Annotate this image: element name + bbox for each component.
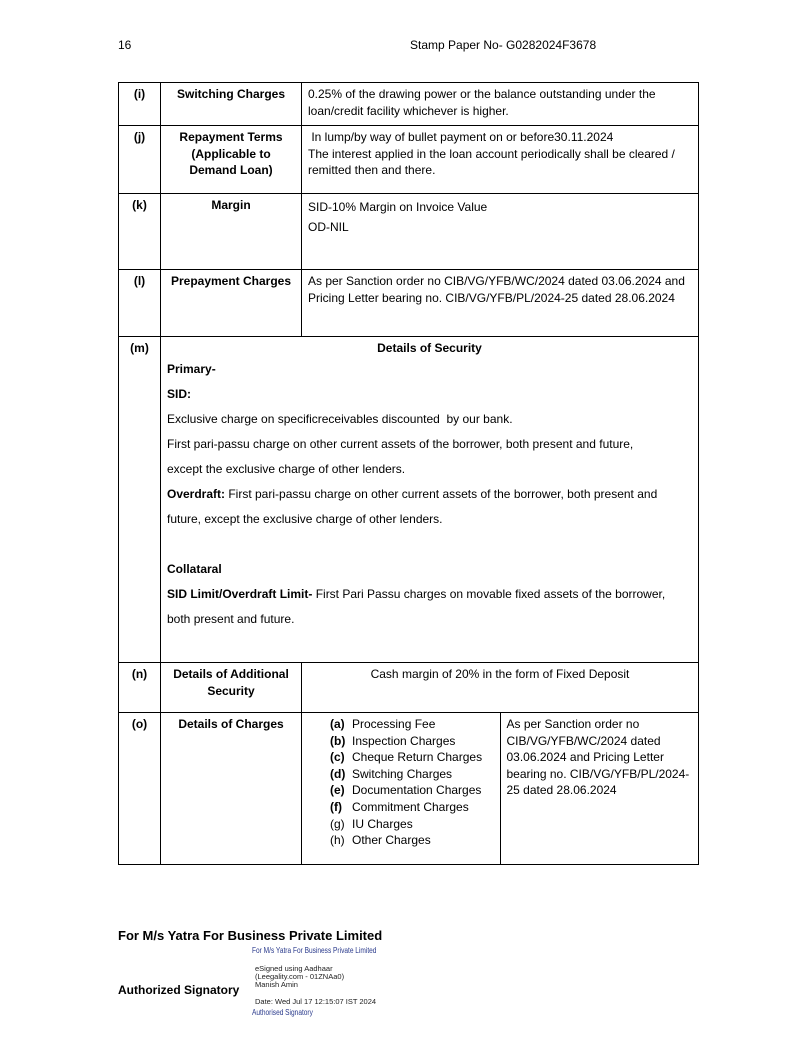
overdraft-label: Overdraft:: [167, 486, 226, 501]
margin-line-2: OD-NIL: [308, 220, 349, 234]
table-row: [119, 270, 699, 337]
esign-block: [255, 965, 415, 989]
table-row: [119, 337, 699, 663]
row-index: (i): [119, 83, 161, 126]
charge-name: Inspection Charges: [352, 733, 456, 748]
charges-reference: As per Sanction order no CIB/VG/YFB/WC/2024 dated 03.06.2024 and Pricing Letter bearing no. CIB/VG/YFB/PL/2024-25 dated 28.06.2024: [500, 713, 699, 865]
list-item: [330, 733, 494, 750]
row-index: (o): [119, 713, 161, 865]
list-item: [330, 766, 494, 783]
signature-stamp-bottom: Authorised Signatory: [252, 1008, 313, 1017]
charge-letter: (d): [330, 766, 346, 781]
esign-date: Date: Wed Jul 17 12:15:07 IST 2024: [255, 997, 377, 1006]
charge-name: Switching Charges: [352, 766, 453, 781]
stamp-paper-number: Stamp Paper No- G0282024F3678: [410, 38, 597, 52]
row-value: [302, 126, 699, 194]
row-index: (k): [119, 194, 161, 270]
sid-limit-label: SID Limit/Overdraft Limit-: [167, 586, 313, 601]
overdraft-text: First pari-passu charge on other current assets of the borrower, both present and: [225, 486, 658, 501]
security-line: both present and future.: [167, 611, 295, 626]
row-index: (j): [119, 126, 161, 194]
row-value: [302, 194, 699, 270]
table-row: [119, 194, 699, 270]
charge-letter: (e): [330, 783, 345, 798]
charge-name: Cheque Return Charges: [352, 750, 483, 765]
sid-limit-text: First Pari Passu charges on movable fixed assets of the borrower,: [312, 586, 666, 601]
page-number: 16: [118, 38, 132, 52]
row-label: Switching Charges: [161, 83, 302, 126]
charges-list: [330, 716, 494, 849]
row-label: Details of Additional Security: [161, 663, 302, 713]
esign-line: Manish Amin: [255, 980, 298, 989]
terms-table: [118, 82, 699, 865]
charge-name: Other Charges: [352, 833, 431, 848]
table-row: [119, 126, 699, 194]
repayment-line-2: The interest applied in the loan account periodically shall be cleared / remitted then and there.: [308, 146, 675, 177]
security-line: future, except the exclusive charge of other lenders.: [167, 511, 443, 526]
list-item: [330, 799, 494, 816]
list-item: [330, 832, 494, 849]
list-item: [330, 816, 494, 833]
security-line: Exclusive charge on specificreceivables discounted by our bank.: [167, 411, 513, 426]
row-index: (m): [119, 337, 161, 663]
row-index: (l): [119, 270, 161, 337]
row-label: Prepayment Charges: [161, 270, 302, 337]
charge-name: Commitment Charges: [352, 799, 469, 814]
esign-line: (Leegality.com - 01ZNAa0): [255, 972, 345, 981]
charge-name: Documentation Charges: [352, 783, 482, 798]
charge-letter: (c): [330, 750, 345, 765]
security-collateral: Collataral: [167, 561, 222, 576]
row-label: Margin: [161, 194, 302, 270]
table-row: [119, 663, 699, 713]
security-details: [161, 337, 699, 663]
company-name: For M/s Yatra For Business Private Limited: [118, 928, 383, 943]
list-item: [330, 749, 494, 766]
charge-letter: (h): [330, 833, 345, 848]
list-item: [330, 782, 494, 799]
charge-letter: (b): [330, 733, 346, 748]
security-sid-limit: [167, 582, 692, 607]
charge-letter: (g): [330, 816, 345, 831]
security-title: Details of Security: [377, 341, 482, 355]
list-item: [330, 716, 494, 733]
charge-name: IU Charges: [352, 816, 413, 831]
charge-letter: (a): [330, 717, 345, 731]
row-value: As per Sanction order no CIB/VG/YFB/WC/2024 dated 03.06.2024 and Pricing Letter bearing no. CIB/VG/YFB/PL/2024-25 dated 28.06.2024: [302, 270, 699, 337]
signature-stamp-top: For M/s Yatra For Business Private Limited: [252, 946, 377, 955]
security-primary: Primary-: [167, 361, 216, 376]
row-value: Cash margin of 20% in the form of Fixed Deposit: [302, 663, 699, 713]
charges-list-cell: [302, 713, 501, 865]
row-index: (n): [119, 663, 161, 713]
security-sid: SID:: [167, 386, 191, 401]
row-label: Details of Charges: [161, 713, 302, 865]
security-line: First pari-passu charge on other current assets of the borrower, both present and future,: [167, 436, 634, 451]
authorized-signatory-label: Authorized Signatory: [118, 983, 240, 997]
margin-line-1: SID-10% Margin on Invoice Value: [308, 200, 488, 214]
security-line: except the exclusive charge of other lenders.: [167, 461, 406, 476]
row-value: 0.25% of the drawing power or the balance outstanding under the loan/credit facility whichever is higher.: [302, 83, 699, 126]
spacer: [167, 532, 692, 557]
security-overdraft: [167, 482, 692, 507]
row-label: Repayment Terms (Applicable to Demand Loan): [161, 126, 302, 194]
repayment-line-1: In lump/by way of bullet payment on or before30.11.2024: [308, 130, 614, 144]
table-row: [119, 83, 699, 126]
charge-name: Processing Fee: [352, 717, 436, 731]
table-row: [119, 713, 699, 865]
esign-line: eSigned using Aadhaar: [255, 964, 333, 973]
charge-letter: (f): [330, 799, 342, 814]
